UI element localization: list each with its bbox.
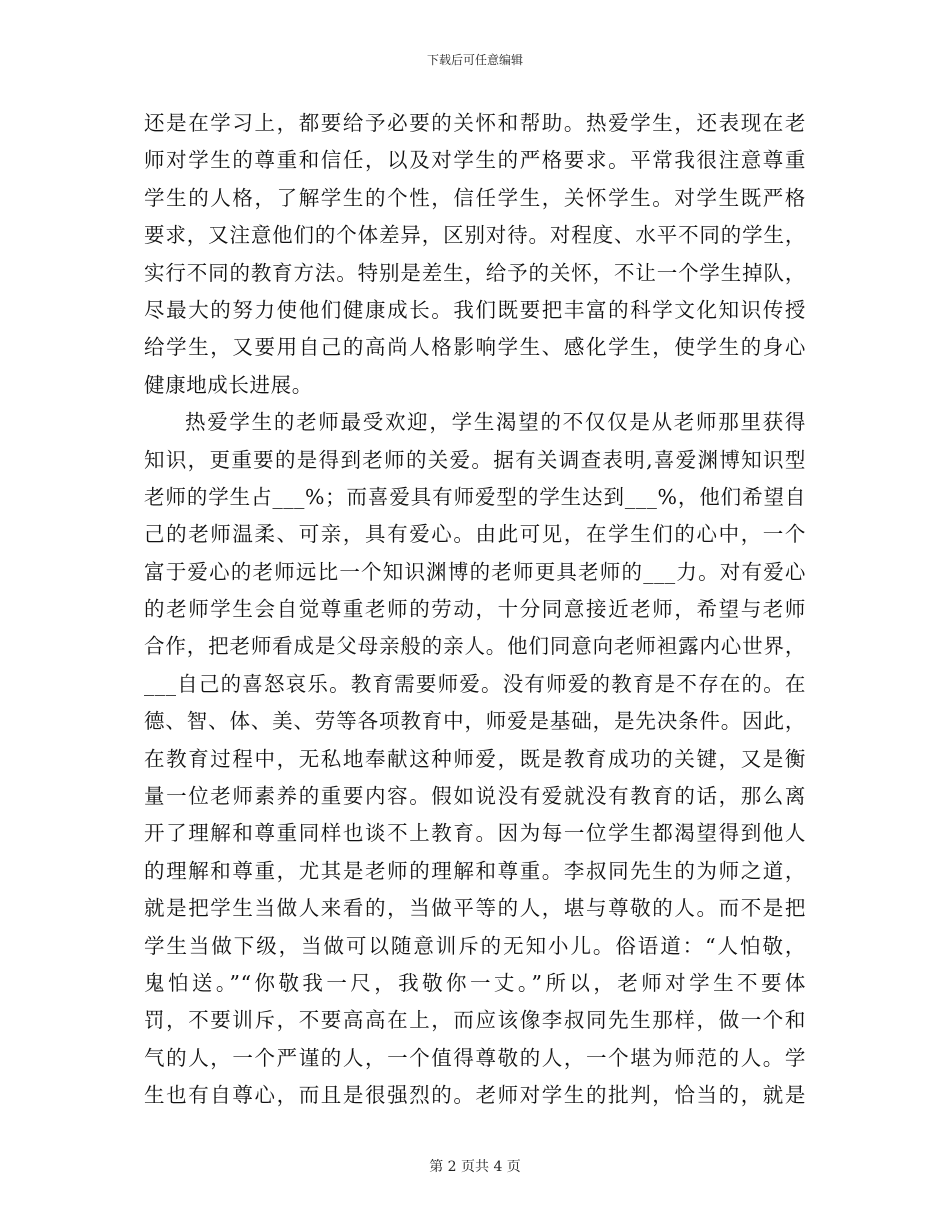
paragraph-line: 学生的人格，了解学生的个性，信任学生，关怀学生。对学生既严格 [144, 185, 806, 210]
paragraph-line: 热爱学生的老师最受欢迎，学生渴望的不仅仅是从老师那里获得 [185, 410, 806, 435]
paragraph-line: 量一位老师素养的重要内容。假如说没有爱就没有教育的话，那么离 [144, 784, 806, 809]
paragraph-line: 鬼怕送。”“你敬我一尺，我敬你一丈。”所以，老师对学生不要体 [144, 970, 806, 995]
paragraph-line: 在教育过程中，无私地奉献这种师爱，既是教育成功的关键，又是衡 [144, 746, 806, 771]
paragraph-line: 气的人，一个严谨的人，一个值得尊敬的人，一个堪为师范的人。学 [144, 1045, 806, 1070]
paragraph-line: 的老师学生会自觉尊重老师的劳动，十分同意接近老师，希望与老师 [144, 597, 806, 622]
paragraph-line: 知识，更重要的是得到老师的关爱。据有关调查表明,喜爱渊博知识型 [144, 447, 806, 472]
paragraph-line: 德、智、体、美、劳等各项教育中，师爱是基础，是先决条件。因此， [144, 709, 806, 734]
paragraph-line: 富于爱心的老师远比一个知识渊博的老师更具老师的___力。对有爱心 [144, 559, 806, 584]
paragraph-line: 实行不同的教育方法。特别是差生，给予的关怀，不让一个学生掉队， [144, 260, 806, 285]
page-number: 第 2 页共 4 页 [429, 1159, 521, 1175]
paragraph-line: 要求，又注意他们的个体差异，区别对待。对程度、水平不同的学生， [144, 223, 806, 248]
paragraph-line: 还是在学习上，都要给予必要的关怀和帮助。热爱学生，还表现在老 [144, 111, 806, 135]
paragraph-line: 生也有自尊心，而且是很强烈的。老师对学生的批判，恰当的，就是 [144, 1083, 806, 1108]
paragraph-line: 开了理解和尊重同样也谈不上教育。因为每一位学生都渴望得到他人 [144, 821, 806, 846]
document-body [144, 105, 806, 1115]
paragraph-line: 师对学生的尊重和信任，以及对学生的严格要求。平常我很注意尊重 [144, 148, 806, 173]
paragraph-line: 合作，把老师看成是父母亲般的亲人。他们同意向老师袒露内心世界， [144, 634, 806, 659]
paragraph-line: 学生当做下级，当做可以随意训斥的无知小儿。俗语道：“人怕敬， [144, 933, 806, 958]
paragraph-line: 己的老师温柔、可亲，具有爱心。由此可见，在学生们的心中，一个 [144, 522, 806, 547]
page-header: 下载后可任意编辑 [426, 53, 523, 67]
paragraph-line: 的理解和尊重，尤其是老师的理解和尊重。李叔同先生的为师之道， [144, 858, 806, 883]
paragraph-line: 尽最大的努力使他们健康成长。我们既要把丰富的科学文化知识传授 [144, 297, 806, 322]
paragraph-line: 健康地成长进展。 [144, 372, 313, 397]
paragraph-line: 老师的学生占___%；而喜爱具有师爱型的学生达到___%，他们希望自 [144, 484, 806, 509]
paragraph-line: ___自己的喜怒哀乐。教育需要师爱。没有师爱的教育是不存在的。在 [144, 671, 806, 696]
paragraph-line: 给学生，又要用自己的高尚人格影响学生、感化学生，使学生的身心 [144, 335, 806, 360]
paragraph-line: 就是把学生当做人来看的，当做平等的人，堪与尊敬的人。而不是把 [144, 896, 806, 921]
paragraph-line: 罚，不要训斥，不要高高在上，而应该像李叔同先生那样，做一个和 [144, 1008, 806, 1033]
